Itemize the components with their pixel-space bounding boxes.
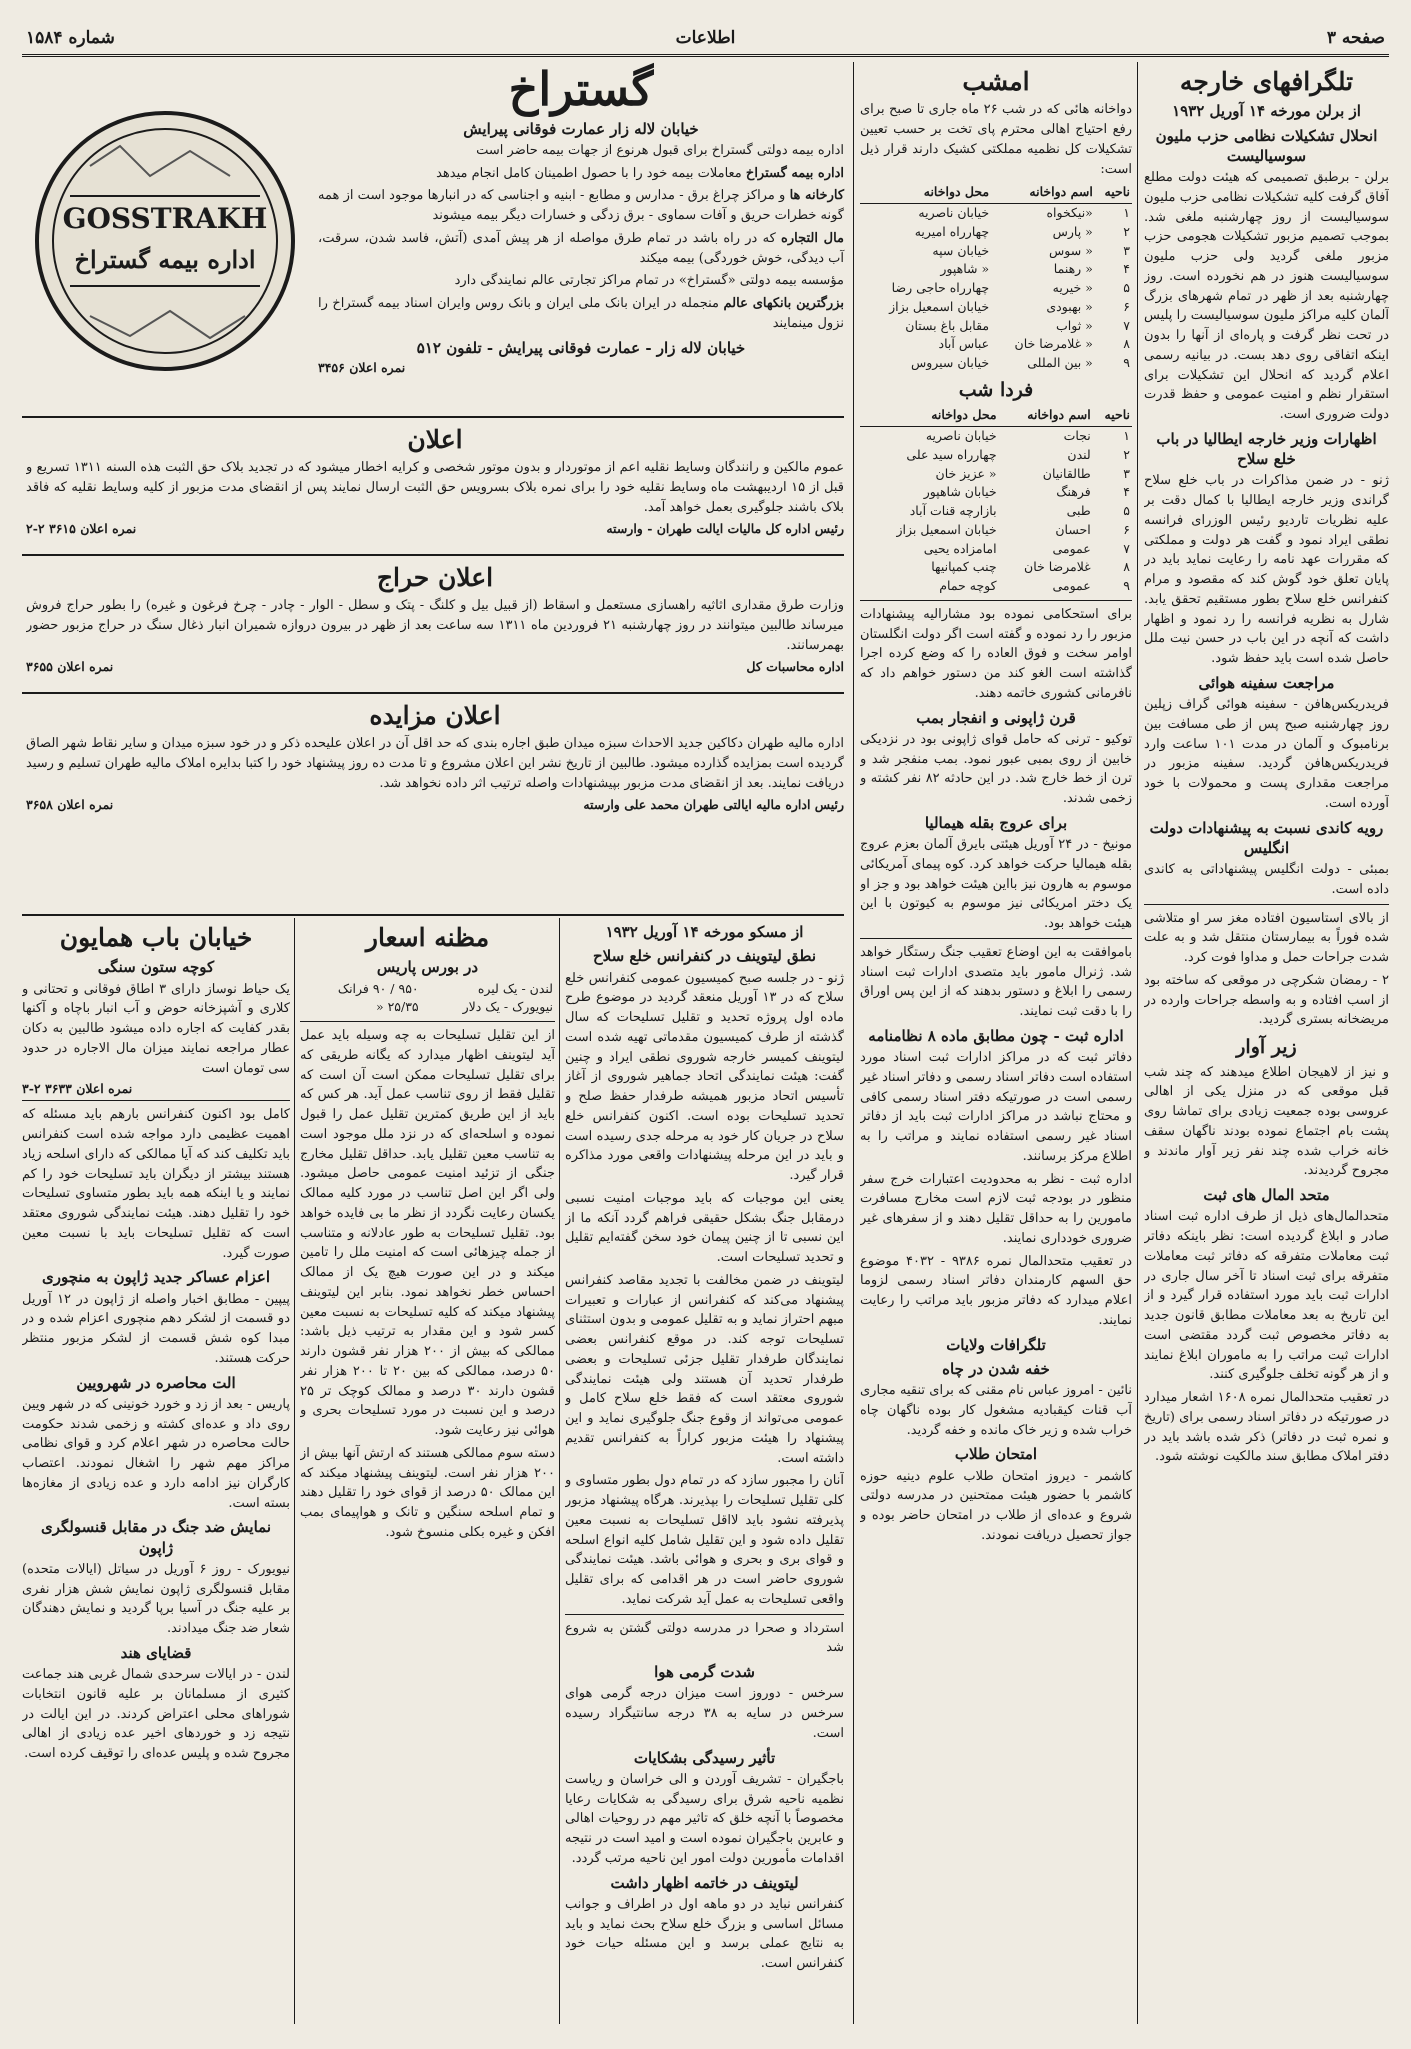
table-cell: ۸ xyxy=(1123,559,1130,575)
table-cell: ۱ xyxy=(1123,205,1130,220)
table-row xyxy=(860,223,1132,242)
table-cell: خیابان ناصریه xyxy=(925,428,997,444)
headline: شدت گرمی هوا xyxy=(654,1663,755,1681)
table-cell: فرهنگ xyxy=(1056,484,1091,500)
headline: امتحان طلاب xyxy=(954,1445,1038,1464)
subtitle: در بورس پاریس xyxy=(376,958,479,977)
article-body: پاریس - بعد از زد و خورد خونینی که در شهر ویین روی داد و عده‌ای کشته و زخمی شدند حکومت حالت محاصره در شهر اعلام کرد و قوای نظامی مراکز مهم شهر را اشغال نمودند. اعتصاب کارگران نیز ادامه دارد و عده زیادی از مغازه‌ها بسته است. xyxy=(22,1396,290,1511)
headline: نمایش ضد جنگ در مقابل قنسولگری ژاپون xyxy=(40,1518,271,1557)
article-body: مونیخ - در ۲۴ آوریل هیئتی بایرق آلمان بعزم عروج بقله هیمالیا حرکت خواهد کرد. کوه پیمای آمریکائی موسوم به هارون نیز بااین هیئت خواهد بود و جز او یک دختر امریکائی نیز موسوم به کیوتون با این هیئت خواهد بود. xyxy=(860,837,1132,932)
article-body: کنفرانس نباید در دو ماهه اول در اطراف و جوانب مسائل اساسی و بزرگ خلع سلاح بحث نماید و باید به نتایج عملی برسد و این مسئله حیات خود کنفرانس است. xyxy=(565,1896,844,1971)
headline: اعزام عساکر جدید ژاپون به منچوری xyxy=(41,1268,271,1287)
table-row xyxy=(860,279,1132,298)
column-exchange xyxy=(300,918,555,2024)
ad-title: گستراخ xyxy=(508,62,654,116)
article-body: برلن - برطبق تصمیمی که هیئت دولت مطلع آفاق گرفت کلیه تشکیلات نظامی حزب ملیون سوسیالیست از روز چهارشنبه ملغی شد. بموجب تصمیم مزبور تشکیلات هجومی حزب مزبور ملغی گردید ولی حزب ملیون سوسیالیست هنوز در هم نخورده است. روز چهارشنبه بعد از ظهر در تمام شهرهای بزرگ آلمان کلیه مراکز ملیون سوسیالیست را پلیس در تحت نظر گرفت و پاره‌ای از آنها را بدون اینکه اتفاقی روی دهد بست. در بیانیه رسمی اعلام گردید که انحلال این تشکیلات برای استقرار نظم و امنیت عمومی و حفظ قدرت دولت ضروری است. xyxy=(1144,170,1389,422)
divider xyxy=(22,416,844,418)
notice-number: نمره اعلان ۳۶۵۵ xyxy=(26,658,114,674)
notice-registration xyxy=(26,420,844,550)
article-body: استرداد و صحرا در مدرسه دولتی گشتن به شروع شد xyxy=(565,1620,844,1656)
headline: خفه شدن در چاه xyxy=(942,1359,1050,1378)
table-cell: لندن xyxy=(1067,446,1091,462)
headline: انحلال تشکیلات نظامی حزب ملیون سوسیالیست xyxy=(1155,126,1378,165)
notice-signature: رئیس اداره کل مالیات ایالت طهران - وارسته xyxy=(606,520,844,536)
table-cell: ۳ xyxy=(1123,242,1130,258)
table-row xyxy=(860,465,1132,484)
table-header: اسم دواخانه xyxy=(991,182,1095,203)
divider xyxy=(565,1614,844,1615)
table-cell: امامزاده یحیی xyxy=(923,540,997,556)
notice-body: وزارت طرق مقداری اثاثیه راهسازی مستعمل و اسقاط (از قبیل بیل و کلنگ - پتک و سطل - الوار - چادر - چرخ فرغون و غیره) را بطور حراج فروش میرساند طالبین میتوانند در روز چهارشنبه ۲۱ فروردین ماه ۱۳۱۱ سه ساعت بعد از ظهر در بیرون دروازه شمیران انبار ذغال سنگ در حراج مزبور حضور بهمرسانند. xyxy=(26,598,844,653)
column-foreign-telegrams xyxy=(1144,62,1389,2024)
divider xyxy=(860,600,1132,601)
table-cell: خیابان اسمعیل بزاز xyxy=(889,298,990,314)
notice-body: عموم مالکین و رانندگان وسایط نقلیه اعم از موتوردار و بدون موتور شخصی و کرایه اخطار میشود که در تجدید بلاک حق الثبت هذه السنه ۱۳۱۱ تسریع و قبل از ۱۵ اردیبهشت ماه وسایط نقلیه خود را برای نمره بلاک بسرویس حق الثبت ارسال نمایند پس از انقضای مدت مزبور از کلیه وسایط نقلیه که فاقد بلاک باشند جلوگیری بعمل خواهد آمد. xyxy=(26,460,844,515)
ad-item xyxy=(318,186,844,226)
notice-signature: اداره محاسبات کل xyxy=(746,658,844,674)
table-row xyxy=(300,980,555,999)
article-body: متحدالمال‌های ذیل از طرف اداره ثبت اسناد صادر و ابلاغ گردیده است: نظر باینکه دفاتر ثبت معاملات متفرقه که دفاتر ثبت معاملات متفرقه برای ثبت اسناد تا آخر سال جاری در ادارات ثبت باید مورد استفاده قرار گیرد و از این تاریخ به بعد معاملات مطابق قانون جدید به دفاتر مخصوص ثبت گردد مقتضی است ادارات ثبت مراتب را به ماموران ابلاغ نمایند و از هر گونه تخلف جلوگیری کنند. xyxy=(1144,1209,1389,1383)
article-body: ژنو - در جلسه صبح کمیسیون عمومی کنفرانس خلع سلاح که در ۱۳ آوریل منعقد گردید در موضوع طرح ماده اول پروژه تحدید و تقلیل تسلیحات که سال گذشته از طرف کمیسیون مقدماتی تهیه شده است لیتوینف کمیسر خارجه شوروی نطقی ایراد و چنین گفت: هیئت نمایندگی اتحاد جماهیر شوروی از آغاز تأسیس اتحاد مزبور همیشه طرفدار حفظ صلح و تحدید تسلیحات بوده است. اکنون کنفرانس خلع سلاح در جریان کار خود به مرحله جدی رسیده است و باید در این مرحله پیشنهادات واقعی مورد مذاکره قرار گیرد. xyxy=(565,970,844,1183)
divider xyxy=(1144,904,1389,905)
pharmacy-table xyxy=(860,182,1132,373)
gosstrakh-text xyxy=(318,62,844,375)
exchange-table xyxy=(300,980,555,1018)
ad-number: نمره اعلان ۳۶۳۳ ۲-۳ xyxy=(22,1081,133,1097)
article-body: کاشمر - دیروز امتحان طلاب علوم دینیه حوزه کاشمر با حضور هیئت ممتحنین در مدرسه دولتی شروع و عده‌ای از طلاب در امتحان حاضر بوده و جواز تحصیل دریافت نمودند. xyxy=(860,1468,1132,1543)
masthead xyxy=(22,18,1389,57)
article-body: نیویورک - روز ۶ آوریل در سیاتل (ایالات متحده) مقابل قنسولگری ژاپون نمایش شش هزار نفری بر علیه جنگ در آسیا برپا گردید و نمایش دهندگان شعار ضد جنگ میدادند. xyxy=(22,1561,290,1636)
article-body: توکیو - ترنی که حامل قوای ژاپونی بود در نزدیکی خابین از روی بمبی عبور نمود. بمب منفجر شد و ترن از خط خارج شد. در این حادثه ۸۲ نفر کشته و زخمی شدند. xyxy=(860,731,1132,807)
table-row xyxy=(860,260,1132,279)
table-cell: ۹ xyxy=(1123,578,1130,594)
table-cell: نجات xyxy=(1063,428,1091,444)
table-cell: « بین المللی xyxy=(1027,355,1093,370)
notice-footer xyxy=(26,797,844,812)
table-cell: « ثواب xyxy=(1056,317,1093,333)
headline: نطق لیتوینف در کنفرانس خلع سلاح xyxy=(592,947,817,966)
table-row xyxy=(860,483,1132,502)
headline: قضایای هند xyxy=(120,1643,192,1662)
pharmacy-table xyxy=(860,405,1132,596)
notice-title: اعلان مزایده xyxy=(369,701,501,730)
headline: لیتوینف در خاتمه اظهار داشت xyxy=(610,1873,799,1892)
table-cell: خیابان ناصریه xyxy=(918,205,990,220)
table-row xyxy=(860,558,1132,577)
article-body: کامل بود اکنون کنفرانس بارهم باید مسئله که اهمیت عظیمی دارد مواجه شده است کنفرانس باید تکلیف کند که آیا ممالکی که دارای اسلحه زیاد هستند بیشتر از دیگران باید تسلیحات خود را کم نمایند و یا اینکه همه باید بطور متساوی تسلیحات خود را تقلیل دهند. هیئت نمایندگی شوروی معتقد است که تقلیل تسلیحات باید با نسبت معین صورت گیرد. xyxy=(22,1107,290,1261)
table-cell: ۸ xyxy=(1123,336,1130,352)
table-cell: طالقانیان xyxy=(1042,465,1091,481)
table-cell: « غلامرضا خان xyxy=(1014,336,1093,352)
article-body: از این تقلیل تسلیحات به چه وسیله باید عمل آید لیتوینف اظهار میدارد که یگانه طریقی که برای تقلیل تسلیحات ممکن است آن است که تقلیل فقط از روی تناسب عمل آید. هر کس که باید از این طریق کمترین تقلیل عمل را قبول نموده و اسلحه‌ای که در نزد ملل موجود است به تناسب معین تقلیل یابد. حداقل تقلیل مخارج جنگی از تزئید امنیت عمومی حاصل میشود. ولی اگر این اصل تناسب در مورد کلیه ممالک یکسان رعایت نگردد از نظر ما بی فایده خواهد بود. تقلیل تسلیحات به طور عادلانه و متناسب از جمله چیزهائی است که امنیت ملل را تامین میکند و در این صورت هیچ یک از ممالک احساس خطر نخواهد نمود. بنابر این لیتوینف پیشنهاد میکند که کلیه تسلیحات به نسبت معین کسر شود و این مقدار به ترتیب ذیل باشد: ممالکی که بیش از ۲۰۰ هزار نفر قشون دارند ۵۰ درصد، ممالکی که بین ۲۰ تا ۲۰۰ هزار نفر قشون دارند ۳۰ درصد و ممالک کوچک تر ۲۵ درصد و این نسبت در مورد تسلیحات بحری و هوائی نیز رعایت شود. xyxy=(300,1028,555,1438)
table-header: ناحیه xyxy=(1093,405,1132,426)
headline: زیر آوار xyxy=(1236,1036,1297,1058)
table-cell: « عزیز خان xyxy=(935,465,997,481)
table-cell: احسان xyxy=(1055,521,1091,537)
table-cell: « پارس xyxy=(1052,223,1093,239)
headline: متحد المال های ثبت xyxy=(1203,1186,1330,1205)
table-cell: ۹۵۰ / ۹۰ فرانک xyxy=(337,980,419,996)
dateline: از مسکو مورخه ۱۴ آوریل ۱۹۳۲ xyxy=(605,923,804,941)
article-body: نائین - امروز عباس نام مقنی که برای تنقیه مجاری آب قنات کیقبادیه مشغول کار بوده ناگهان چاه خراب شده و زیر خاک مانده و خفه گردید. xyxy=(860,1383,1132,1438)
article-body: برای استحکامی نموده بود مشارالیه پیشنهادات مزبور را رد نموده و گفته است اگر دولت انگلستان اوامر سخت و فوق العاده را که وضع کرده اجرا گذاشته است الغو کند من دستور خواهم داد که نافرمانی کشوری خاتمه دهند. xyxy=(860,606,1132,701)
article-body: باجگیران - تشریف آوردن و الی خراسان و ریاست نظمیه ناحیه شرق برای رسیدگی به شکایات رعایا مخصوصاً با آنچه خلق که تاثیر مهم در روحیات اهالی و عابرین باجگیران نموده است و امید است در نتیجه اقدامات مأمورین دولت امور این ناحیه مرتب گردد. xyxy=(565,1771,844,1866)
ad-body: اداره بیمه دولتی گستراخ برای قبول هرنوع از جهات بیمه حاضر است xyxy=(476,142,844,158)
ad-item-text: و مراکز چراغ برق - مدارس و مطابع - ابنیه و اجناسی که در انبارها موجود است از همه گونه خطرات حریق و آفات سماوی - برق زدگی و خسارات دیگر بیمه میشوند xyxy=(318,188,844,224)
notice-title: اعلان xyxy=(407,425,463,454)
table-cell: غلامرضا خان xyxy=(1024,559,1091,575)
table-row xyxy=(300,998,555,1017)
table-cell: خیابان سپه xyxy=(932,242,990,258)
table-row xyxy=(860,335,1132,354)
headline: مراجعت سفینه هوائی xyxy=(1198,673,1335,692)
table-cell: بازارچه قنات آباد xyxy=(909,503,997,519)
divider xyxy=(22,1100,290,1101)
ad-item xyxy=(318,229,844,269)
table-row xyxy=(860,298,1132,317)
table-header: اسم دواخانه xyxy=(999,405,1093,426)
dateline: از برلن مورخه ۱۴ آوریل ۱۹۳۲ xyxy=(1172,102,1361,121)
table-cell: نیویورک - یک دلار xyxy=(462,999,553,1015)
issue-number: شماره ۱۵۸۴ xyxy=(26,28,115,48)
divider xyxy=(22,914,844,916)
notice-number: نمره اعلان ۳۶۵۸ xyxy=(26,796,114,812)
table-cell: ۴ xyxy=(1123,484,1130,500)
article-body: فریدریکس‌هافن - سفینه هوائی گراف زپلین روز چهارشنبه صبح پس از طی مسافت بین برنامبوک و آلمان در مدت ۱۰۱ ساعت وارد فریدریکس‌هافن گردید. سفینه مزبور در مراجعت مقداری پست و محمولات با خود آورده است. xyxy=(1144,697,1389,811)
table-header: ناحیه xyxy=(1095,182,1132,203)
article-body: دفاتر ثبت که در مراکز ادارات ثبت اسناد مورد استفاده است دفاتر اسناد رسمی و دفاتر اسناد غیر رسمی است در صورتیکه دفتر اسناد رسمی کافی و محتاج نباشد در مراکز ادارات ثبت باید از دفاتر اسناد غیر رسمی استفاده نمایند و مراتب را به اطلاع مرکز برسانند. xyxy=(860,1050,1132,1164)
table-cell: عباس آباد xyxy=(938,336,990,352)
article-body: ژنو - در ضمن مذاکرات در باب خلع سلاح گراندی وزیر خارجه ایطالیا با کمال دقت بر علیه نظریات تاردیو رئیس الوزرای فرانسه نطقی ایراد نمود و گفت هر دولت و مملکتی که مقررات عهد نامه را رعایت نماید باید در پایان تعلق خود گوش کند که مقصود و مرام کنفرانس خلع سلاح بطور مستقیم تحقق یابد. شارل به نظریه فرانسه را رد نمود و اظهار داشت که آنچه در این باب در حسن نیت ملل حاصل شده است باید حفظ شود. xyxy=(1144,473,1389,666)
table-cell: عمومی xyxy=(1052,540,1091,556)
ad-body: یک حیاط نوساز دارای ۳ اطاق فوقانی و تحتانی و کلاری و آشپزخانه حوض و آب انبار باچاه و آکنها بقدر کفایت که اجاره داده میشود طالبین به دکان عطار مراجعه نمایند میزان مال الاجاره در حدود سی تومان است xyxy=(22,981,290,1076)
article-body: لندن - در ایالات سرحدی شمال غربی هند جماعت کثیری از مسلمانان بر علیه قانون انتخابات شوراهای محلی اعتراض کردند. در این ایالت در نتیجه زد و خوردهای اخیر عده زیادی از اهالی مجروح شده و پلیس عده‌ای را توقیف کرده است. xyxy=(22,1667,290,1761)
table-cell: ۲۵/۳۵ « xyxy=(375,999,419,1015)
table-cell: کوچه حمام xyxy=(939,578,997,594)
table-cell: خیابان سیروس xyxy=(910,355,990,370)
notice-footer xyxy=(26,659,844,674)
table-cell: ۷ xyxy=(1123,317,1130,333)
article-body: یعنی این موجبات که باید موجبات امنیت نسبی درمقابل جنگ بشکل حقیقی فراهم گردد آنکه ما از این نسبی تا از چنین پیمان خود سخن گفته‌ایم تقلیل و تحدید تسلیحات است. xyxy=(565,1190,844,1265)
column-rule xyxy=(1137,62,1138,2024)
gosstrakh-seal-icon xyxy=(30,106,300,376)
paper-name: اطلاعات xyxy=(675,28,736,48)
table-cell: لندن - یک لیره xyxy=(477,980,553,996)
table-row xyxy=(860,521,1132,540)
headline: قرن ژاپونی و انفجار بمب xyxy=(916,708,1076,727)
column-house-ad xyxy=(22,918,290,2024)
divider xyxy=(22,692,844,694)
table-cell: ۷ xyxy=(1123,540,1130,556)
article-body: از بالای استاسیون افتاده مغز سر او متلاشی شده فوراً به بیمارستان منتقل شد و به علت شدت جراحات حمل و مداوا فوت کرد. xyxy=(1144,910,1389,965)
notice-number: نمره اعلان ۳۶۱۵ ۲-۲ xyxy=(26,520,137,536)
newspaper-page xyxy=(22,18,1389,2032)
article-body: بمبئی - دولت انگلیس پیشنهاداتی به کاندی داده است. xyxy=(1144,862,1389,897)
article-body: سرخس - دوروز است میزان درجه گرمی هوای سرخس در سایه به ۳۸ درجه سانتیگراد رسیده است. xyxy=(565,1686,844,1741)
gosstrakh-ad xyxy=(22,62,848,414)
table-cell: « سوس xyxy=(1049,242,1093,258)
column-tonight xyxy=(860,62,1132,2024)
headline: الت محاصره در شهرویین xyxy=(76,1373,236,1392)
ad-item-text: منجمله در ایران بانک ملی ایران و بانک روس وایران اسناد بیمه گستراخ را نزول مینمایند xyxy=(318,296,844,331)
table-cell: « رهنما xyxy=(1053,261,1093,277)
table-cell: چنب کمپانیها xyxy=(931,559,997,575)
ad-item: مؤسسه بیمه دولتی «گستراخ» در تمام مراکز تجارتی عالم نمایندگی دارد xyxy=(454,273,844,289)
table-row xyxy=(860,354,1132,373)
article-body: دسته سوم ممالکی هستند که ارتش آنها بیش از ۲۰۰ هزار نفر است. لیتوینف پیشنهاد میکند که این ممالک ۵۰ درصد از قوای خود را تقلیل دهند و تمام اسلحه سنگین و تانک و هواپیمای بمب افکن و غیره بکلی منسوخ شود. xyxy=(300,1445,555,1540)
notice-tender xyxy=(26,696,844,910)
table-cell: خیابان شاهپور xyxy=(923,484,997,500)
section-title: تلگرافهای خارجه xyxy=(1179,67,1354,96)
article-body: پیپین - مطابق اخبار واصله از ژاپون در ۱۲ آوریل دو قسمت از لشکر دهم منچوری اعزام شده و در مبدا کوه شش قسمت از لشکر مزبور منتظر حرکت هستند. xyxy=(22,1291,290,1366)
headline: تأثیر رسیدگی بشکایات xyxy=(633,1748,776,1767)
seal-latin-text: GOSSTRAKH xyxy=(62,202,268,235)
notice-signature: رئیس اداره مالیه ایالتی طهران محمد علی وارسته xyxy=(583,796,844,812)
table-cell: «نیکخواه xyxy=(1046,205,1093,220)
table-cell: عمومی xyxy=(1052,578,1091,594)
notice-auction xyxy=(26,558,844,688)
headline: رویه کاندی نسبت به پیشنهادات دولت انگلیس xyxy=(1149,818,1384,857)
notice-footer xyxy=(26,521,844,536)
ad-number: نمره اعلان ۳۴۵۶ xyxy=(318,359,406,375)
headline: برای عروج بقله هیمالیا xyxy=(924,813,1068,832)
ad-address: خیابان لاله زار عمارت فوقانی پیرایش xyxy=(463,119,699,138)
article-body: در تعقیب متحدالمال نمره ۱۶۰۸ اشعار میدارد در صورتیکه در دفاتر اسناد رسمی برای (تاریخ و نمره ثبت در دفاتر) ذکر شده باشد باید در دفتر املاک مطابق سند مالکیت نوشته شود. xyxy=(1144,1390,1389,1465)
ad-item-title: اداره بیمه گستراخ xyxy=(745,165,844,181)
table-row xyxy=(860,446,1132,465)
seal-persian-text: اداره بیمه گستراخ xyxy=(74,245,256,274)
ad-item-text: معاملات بیمه خود را با حصول اطمینان کامل انجام میدهد xyxy=(436,165,742,181)
table-header: محل دواخانه xyxy=(860,182,991,203)
table-row xyxy=(860,502,1132,521)
table-row xyxy=(860,577,1132,596)
section-title: مظنه اسعار xyxy=(365,923,490,952)
section-title: فردا شب xyxy=(958,378,1034,401)
table-cell: « بهبودی xyxy=(1046,298,1093,314)
table-cell: ۳ xyxy=(1123,465,1130,481)
divider xyxy=(300,1021,555,1022)
article-body: آنان را مجبور سازد که در تمام دول بطور متساوی و کلی تقلیل تسلیحات را بپذیرند. هرگاه پیشنهاد مزبور پذیرفته نشود باید لااقل تسلیحات به نسبت معین تقلیل داده شود و این تقلیل شامل کلیه انواع اسلحه و قوای بری و بحری و هوائی باشد. هیئت نمایندگی شوروی حاضر است در هر اقدامی که برای تقلیل واقعی تسلیحات به عمل آید شرکت نماید. xyxy=(565,1473,844,1607)
article-body: در تعقیب متحدالمال نمره ۹۳۸۶ - ۴۰۳۲ موضوع حق السهم کارمندان دفاتر اسناد رسمی لزوما اعلام میدارد که دفاتر مزبور باید مراتب را رعایت نمایند. xyxy=(860,1253,1132,1328)
table-header: محل دواخانه xyxy=(860,405,999,426)
headline: اظهارات وزیر خارجه ایطالیا در باب خلع سلاح xyxy=(1156,429,1377,468)
table-cell: « خیریه xyxy=(1052,280,1093,295)
table-row xyxy=(860,427,1132,446)
notice-body: اداره مالیه طهران دکاکین جدید الاحداث سبزه میدان طبق اجاره بندی که حد اقل آن در اعلان علیحده ذکر و در خود سبزه میدان و سایر نقاط شهر الصاق گردیده است بمزایده گذارده میشود. طالبین از تاریخ نشر این اعلان مشروع و تا مدت ده روز پیشنهاد خود را کتبا بدایره املاک مالیه طهران تسلیم و رسید دریافت نمایند. بعد از انقضای مدت مزبور بپیشنهادات واصله ترتیب اثر داده نخواهد شد. xyxy=(26,736,844,791)
table-cell: ۲ xyxy=(1123,223,1130,239)
table-cell: ۹ xyxy=(1123,355,1130,370)
table-row xyxy=(860,540,1132,559)
ad-item-text: که در راه باشد در تمام طرق مواصله از هر پیش آمدی (آتش، فاسد شدن، سرقت، آب دیدگی، خوش خوردگی) بیمه میکند xyxy=(318,230,844,266)
headline: تلگرافات ولایات xyxy=(946,1335,1046,1354)
ad-item-title: بزرگترین بانکهای عالم xyxy=(723,296,844,312)
section-title: امشب xyxy=(962,67,1030,96)
table-cell: چهارراه حاجی رضا xyxy=(891,280,990,295)
headline: اداره ثبت - چون مطابق ماده ۸ نظامنامه xyxy=(868,1026,1124,1045)
article-body: ۲ - رمضان شکرچی در موقعی که ساخته بود از اسب افتاده و به واسطه جراحات وارده در مریضخانه بستری گردید. xyxy=(1144,972,1389,1028)
page-number: صفحه ۳ xyxy=(1326,28,1385,48)
table-row xyxy=(860,204,1132,223)
section-title: خیابان باب همایون xyxy=(59,923,253,952)
notice-title: اعلان حراج xyxy=(376,563,494,592)
table-cell: چهارراه سید علی xyxy=(906,446,997,462)
column-moscow-news xyxy=(565,918,844,2024)
ad-item-title: مال التجاره xyxy=(781,230,844,246)
table-cell: خیابان اسمعیل بزاز xyxy=(896,521,997,537)
table-cell: ۵ xyxy=(1123,280,1130,295)
ad-item xyxy=(318,294,844,334)
table-cell: چهارراه امیریه xyxy=(914,223,990,239)
column-rule xyxy=(853,62,854,2024)
divider xyxy=(22,554,844,556)
table-row xyxy=(860,242,1132,261)
table-cell: « شاهپور xyxy=(940,261,990,277)
ad-contact: خیابان لاله زار - عمارت فوقانی پیرایش - تلفون ۵۱۲ xyxy=(416,338,746,357)
ad-item-title: کارخانه ها xyxy=(789,188,845,204)
column-rule xyxy=(559,918,560,2024)
table-row xyxy=(860,317,1132,336)
column-rule xyxy=(294,918,295,2024)
article-body: دواخانه هائی که در شب ۲۶ ماه جاری تا صبح برای رفع احتیاج اهالی محترم پای تخت بر حسب تعیین تشکیلات کل نظمیه مملکتی کشیک دارند قرار ذیل است: xyxy=(860,102,1132,177)
table-cell: مقابل باغ بستان xyxy=(905,317,990,333)
divider xyxy=(860,938,1132,939)
table-cell: طبی xyxy=(1066,503,1091,519)
table-cell: ۵ xyxy=(1123,503,1130,519)
article-body: باموافقت به این اوضاع تعقیب جنگ رستگار خواهد شد. ژنرال مامور باید متصدی ادارات ثبت اسناد رسمی را ابلاغ و دستور بدهند که از این پس اوراق را با دقت ثبت نمایند. xyxy=(860,944,1132,1020)
subtitle: کوچه ستون سنگی xyxy=(97,958,215,977)
article-body: لیتوینف در ضمن مخالفت با تجدید مقاصد کنفرانس پیشنهاد می‌کند که کنفرانس از عبارات و تعبیرات مبهم احتراز نماید و به تقلیل عمومی و بدون استثنای تسلیحات توجه کند. در موقع کنفرانس بعضی نمایندگان طرفدار تقلیل جزئی تسلیحات و بعضی طرفدار تحدید آن هستند ولی هیئت نمایندگی شوروی معتقد است که فقط خلع سلاح کامل و عمومی می‌تواند از وقوع جنگ جلوگیری نماید و این پیشنهاد را هیئت مزبور کراراً به کنفرانس تقدیم داشته است. xyxy=(565,1272,844,1466)
table-cell: ۱ xyxy=(1123,428,1130,444)
table-cell: ۲ xyxy=(1123,446,1130,462)
article-body: و نیز از لاهیجان اطلاع میدهند که چند شب قبل موقعی که در منزل یکی از اهالی عروسی بوده جمعیت زیادی برای تماشا روی پشت بام اجتماع نموده بودند ناگهان سقف خانه خراب شده چند نفر زیر آوار ماندند و مجروح گردیدند. xyxy=(1144,1064,1389,1179)
article-body: اداره ثبت - نظر به محدودیت اعتبارات خرج سفر منظور در بودجه ثبت لازم است مخارج مسافرت مامورین را به حداقل تقلیل دهند و از سفرهای غیر ضروری خودداری نمایند. xyxy=(860,1171,1132,1246)
table-cell: ۶ xyxy=(1123,298,1130,314)
ad-item xyxy=(318,164,844,184)
table-cell: ۶ xyxy=(1123,521,1130,537)
table-cell: ۴ xyxy=(1123,261,1130,277)
